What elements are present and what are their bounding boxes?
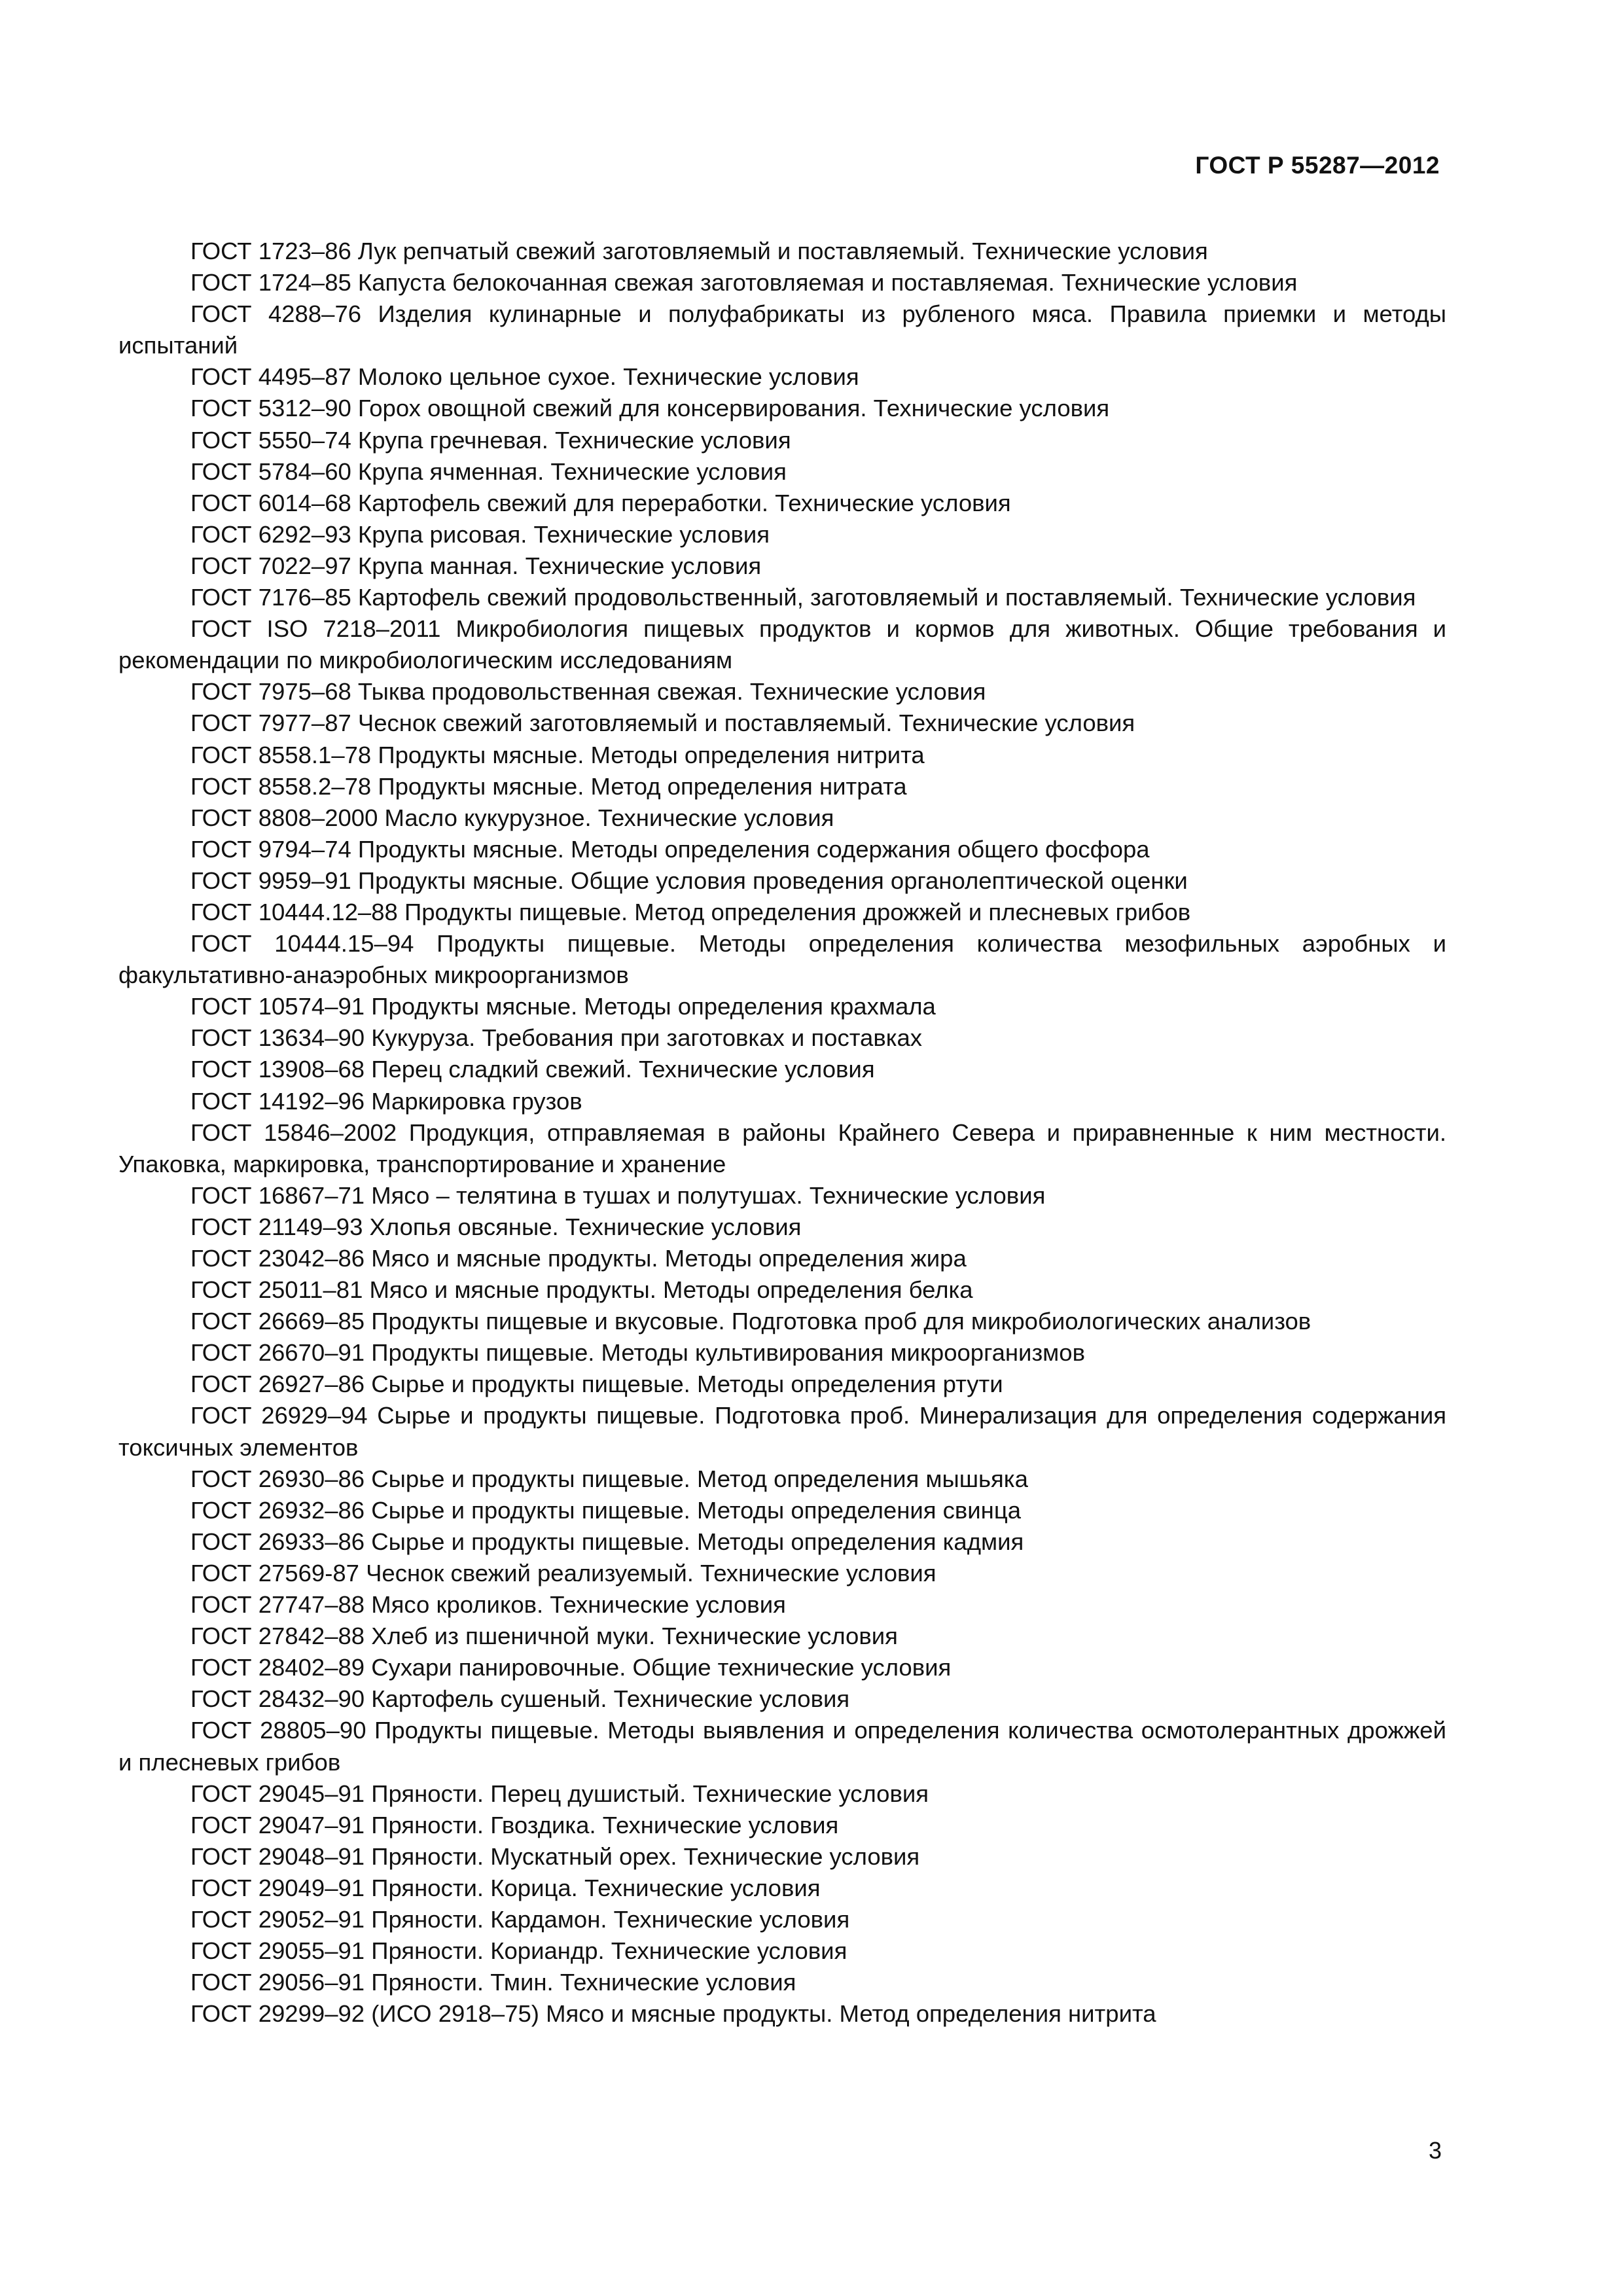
reference-item: ГОСТ 23042–86 Мясо и мясные продукты. Методы определения жира bbox=[190, 1245, 967, 1272]
reference-item: ГОСТ 29056–91 Пряности. Тмин. Технические условия bbox=[190, 1969, 796, 1996]
reference-item: ГОСТ 25011–81 Мясо и мясные продукты. Методы определения белка bbox=[190, 1276, 973, 1304]
reference-item: ГОСТ 7977–87 Чеснок свежий заготовляемый и поставляемый. Технические условия bbox=[190, 709, 1135, 737]
reference-item: ГОСТ 16867–71 Мясо – телятина в тушах и полутушах. Технические условия bbox=[190, 1181, 1046, 1209]
reference-item: ГОСТ 10444.12–88 Продукты пищевые. Метод определения дрожжей и плесневых грибов bbox=[190, 898, 1191, 925]
reference-item: ГОСТ 27569-87 Чеснок свежий реализуемый. Технические условия bbox=[190, 1559, 936, 1587]
reference-item: ГОСТ 26927–86 Сырье и продукты пищевые. Методы определения ртути bbox=[190, 1371, 1003, 1398]
reference-item: ГОСТ 7975–68 Тыква продовольственная свежая. Технические условия bbox=[190, 678, 986, 706]
reference-item: ГОСТ 28805–90 Продукты пищевые. Методы выявления и определения количества осмотолерантных дрожжей и плесневых грибов bbox=[118, 1717, 1446, 1776]
reference-item: ГОСТ 29047–91 Пряности. Гвоздика. Технические условия bbox=[190, 1811, 839, 1839]
reference-item: ГОСТ 29055–91 Пряности. Кориандр. Технические условия bbox=[190, 1937, 847, 1965]
reference-item: ГОСТ 27842–88 Хлеб из пшеничной муки. Технические условия bbox=[190, 1623, 898, 1650]
normative-references-list bbox=[118, 236, 1446, 2030]
reference-item: ГОСТ 26670–91 Продукты пищевые. Методы культивирования микроорганизмов bbox=[190, 1339, 1085, 1367]
reference-item: ГОСТ 7022–97 Крупа манная. Технические условия bbox=[190, 552, 762, 579]
reference-item: ГОСТ 1723–86 Лук репчатый свежий заготовляемый и поставляемый. Технические условия bbox=[190, 238, 1208, 264]
reference-item: ГОСТ 5312–90 Горох овощной свежий для консервирования. Технические условия bbox=[190, 395, 1110, 422]
reference-item: ГОСТ 13634–90 Кукуруза. Требования при заготовках и поставках bbox=[190, 1024, 923, 1052]
reference-item: ГОСТ 28402–89 Сухари панировочные. Общие технические условия bbox=[190, 1654, 952, 1681]
reference-item: ГОСТ 26930–86 Сырье и продукты пищевые. Метод определения мышьяка bbox=[190, 1465, 1028, 1492]
reference-item: ГОСТ 13908–68 Перец сладкий свежий. Технические условия bbox=[190, 1056, 875, 1083]
reference-item: ГОСТ 15846–2002 Продукция, отправляемая в районы Крайнего Севера и приравненные к ним местности. Упаковка, маркировка, транспортирование и хранение bbox=[118, 1119, 1446, 1177]
reference-item: ГОСТ 6292–93 Крупа рисовая. Технические условия bbox=[190, 520, 770, 548]
reference-item: ГОСТ 21149–93 Хлопья овсяные. Технические условия bbox=[190, 1213, 802, 1240]
reference-item: ГОСТ 8808–2000 Масло кукурузное. Технические условия bbox=[190, 804, 834, 831]
reference-item: ГОСТ 29045–91 Пряности. Перец душистый. Технические условия bbox=[190, 1780, 929, 1807]
reference-item: ГОСТ 1724–85 Капуста белокочанная свежая заготовляемая и поставляемая. Технические условия bbox=[190, 269, 1298, 296]
reference-item: ГОСТ 14192–96 Маркировка грузов bbox=[190, 1087, 582, 1115]
reference-item: ГОСТ 5550–74 Крупа гречневая. Технические условия bbox=[190, 426, 791, 454]
reference-item: ГОСТ 9794–74 Продукты мясные. Методы определения содержания общего фосфора bbox=[190, 835, 1150, 863]
reference-item: ГОСТ 27747–88 Мясо кроликов. Технические условия bbox=[190, 1591, 786, 1619]
reference-item: ГОСТ 5784–60 Крупа ячменная. Технические условия bbox=[190, 457, 787, 485]
document-header: ГОСТ Р 55287—2012 bbox=[1195, 152, 1440, 179]
reference-item: ГОСТ 26929–94 Сырье и продукты пищевые. Подготовка проб. Минерализация для определения содержания токсичных элементов bbox=[118, 1402, 1446, 1461]
page-number: 3 bbox=[1428, 2137, 1442, 2164]
reference-item: ГОСТ 8558.1–78 Продукты мясные. Методы определения нитрита bbox=[190, 741, 925, 768]
reference-item: ГОСТ 26933–86 Сырье и продукты пищевые. Методы определения кадмия bbox=[190, 1528, 1024, 1555]
reference-item: ГОСТ 7176–85 Картофель свежий продовольственный, заготовляемый и поставляемый. Технические условия bbox=[190, 584, 1416, 611]
reference-item: ГОСТ 8558.2–78 Продукты мясные. Метод определения нитрата bbox=[190, 772, 907, 800]
reference-item: ГОСТ 29049–91 Пряности. Корица. Технические условия bbox=[190, 1874, 821, 1901]
reference-item: ГОСТ 29048–91 Пряности. Мускатный орех. Технические условия bbox=[190, 1842, 920, 1870]
reference-item: ГОСТ ISO 7218–2011 Микробиология пищевых продуктов и кормов для животных. Общие требования и рекомендации по микробиологическим исследованиям bbox=[118, 615, 1446, 674]
reference-item: ГОСТ 26932–86 Сырье и продукты пищевые. Методы определения свинца bbox=[190, 1496, 1022, 1524]
reference-item: ГОСТ 4288–76 Изделия кулинарные и полуфабрикаты из рубленого мяса. Правила приемки и методы испытаний bbox=[118, 300, 1446, 359]
reference-item: ГОСТ 28432–90 Картофель сушеный. Технические условия bbox=[190, 1685, 850, 1713]
reference-item: ГОСТ 4495–87 Молоко цельное сухое. Технические условия bbox=[190, 363, 859, 391]
reference-item: ГОСТ 10444.15–94 Продукты пищевые. Методы определения количества мезофильных аэробных и факультативно-анаэробных микроорганизмов bbox=[118, 930, 1446, 989]
reference-item: ГОСТ 6014–68 Картофель свежий для переработки. Технические условия bbox=[190, 489, 1011, 516]
reference-item: ГОСТ 9959–91 Продукты мясные. Общие условия проведения органолептической оценки bbox=[190, 867, 1188, 894]
reference-item: ГОСТ 29052–91 Пряности. Кардамон. Технические условия bbox=[190, 1905, 850, 1933]
reference-item: ГОСТ 26669–85 Продукты пищевые и вкусовые. Подготовка проб для микробиологических анализов bbox=[190, 1308, 1311, 1335]
reference-item: ГОСТ 29299–92 (ИСО 2918–75) Мясо и мясные продукты. Метод определения нитрита bbox=[190, 2000, 1156, 2028]
reference-item: ГОСТ 10574–91 Продукты мясные. Методы определения крахмала bbox=[190, 993, 936, 1020]
